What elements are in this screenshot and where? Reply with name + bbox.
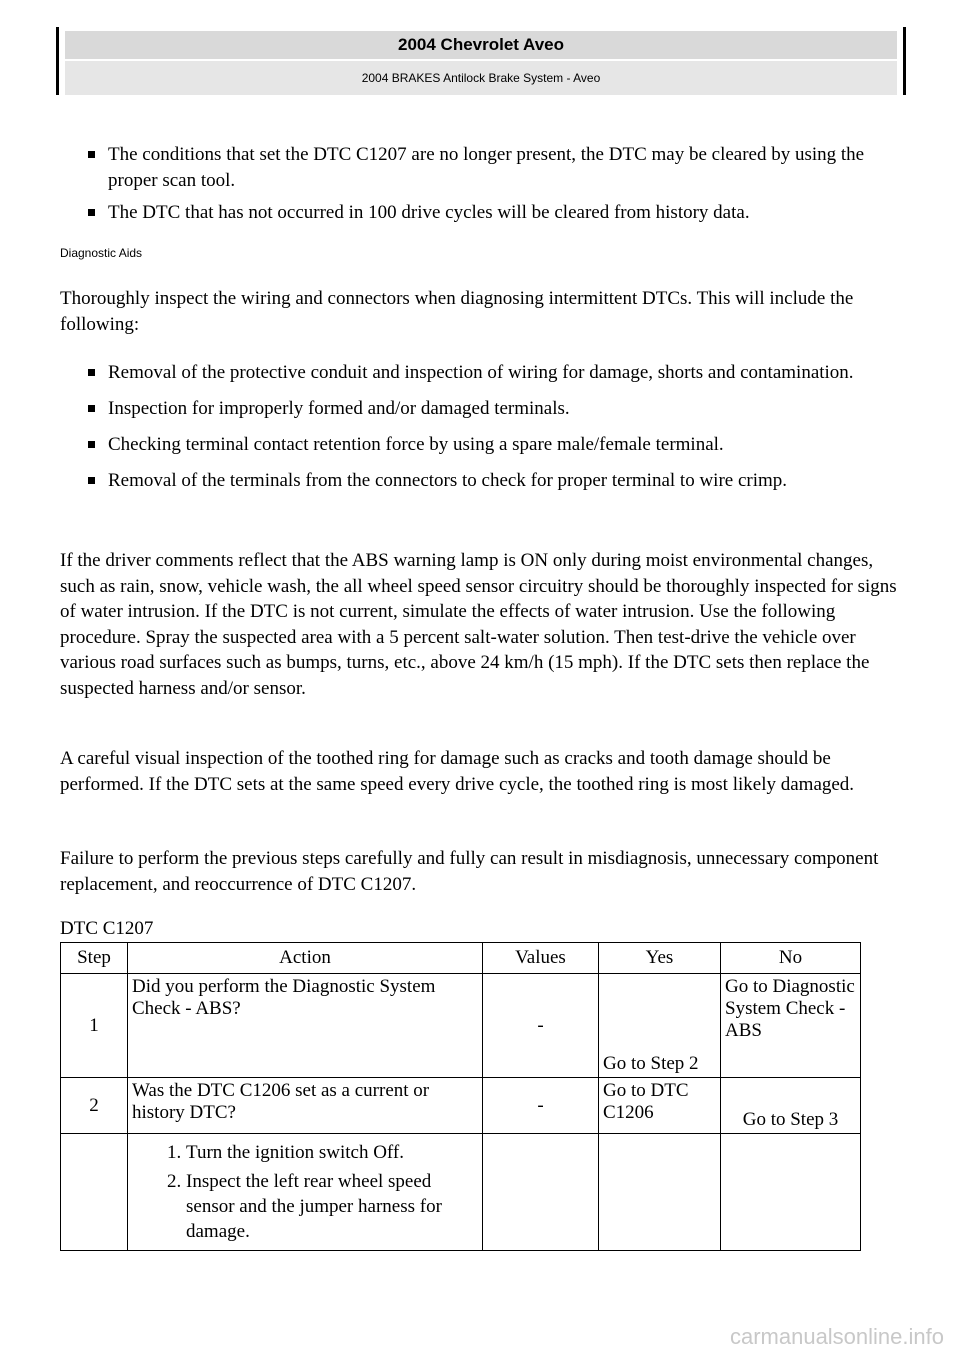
column-header: Step	[61, 943, 128, 974]
list-item: Checking terminal contact retention force by using a spare male/female terminal.	[86, 432, 886, 458]
values-cell: -	[483, 1078, 599, 1134]
action-cell	[128, 1134, 483, 1251]
paragraph: Failure to perform the previous steps carefully and fully can result in misdiagnosis, unnecessary component replacement, and reoccurrence of DTC C1207.	[60, 848, 879, 895]
yes-cell: Go to Step 2	[599, 974, 721, 1078]
paragraph: Thoroughly inspect the wiring and connectors when diagnosing intermittent DTCs. This will include the following:	[60, 288, 854, 335]
column-header: Values	[483, 943, 599, 974]
no-cell	[721, 1134, 861, 1251]
table-header-row	[61, 943, 861, 974]
list-item: The DTC that has not occurred in 100 drive cycles will be cleared from history data.	[86, 200, 886, 226]
column-header: Yes	[599, 943, 721, 974]
yes-cell	[599, 1134, 721, 1251]
step-cell: 2	[61, 1078, 128, 1134]
action-steps-list	[132, 1140, 478, 1244]
paragraph: If the driver comments reflect that the ABS warning lamp is ON only during moist environmental changes, such as rain, snow, vehicle wash, the all wheel speed sensor circuitry should be thoroughly inspected for signs of water intrusion. If the DTC is not current, simulate the effects of water intrusion. Use the following procedure. Spray the suspected area with a 5 percent salt-water solution. Then test-drive the vehicle over various road surfaces such as bumps, turns, etc., above 24 km/h (15 mph). If the DTC sets then replace the suspected harness and/or sensor.	[60, 550, 897, 699]
step-cell	[61, 1134, 128, 1251]
step-cell: 1	[61, 974, 128, 1078]
table-row	[61, 974, 861, 1078]
watermark: carmanualsonline.info	[729, 1324, 944, 1349]
yes-cell: Go to DTC C1206	[599, 1078, 721, 1134]
list-item: Removal of the protective conduit and inspection of wiring for damage, shorts and contamination.	[86, 360, 886, 386]
list-item: The conditions that set the DTC C1207 are no longer present, the DTC may be cleared by using the proper scan tool.	[86, 142, 886, 194]
dtc-table	[60, 942, 861, 1251]
no-cell: Go to Step 3	[721, 1078, 861, 1134]
action-cell: Was the DTC C1206 set as a current or history DTC?	[128, 1078, 483, 1134]
list-item: Removal of the terminals from the connectors to check for proper terminal to wire crimp.	[86, 468, 886, 494]
clear-conditions-list	[86, 142, 886, 232]
values-cell: -	[483, 974, 599, 1078]
paragraph: A careful visual inspection of the toothed ring for damage such as cracks and tooth damage should be performed. If the DTC sets at the same speed every drive cycle, the toothed ring is most likely damaged.	[60, 748, 855, 795]
inspection-list	[86, 360, 886, 504]
list-item: 1. Turn the ignition switch Off.	[186, 1140, 478, 1165]
table-row	[61, 1078, 861, 1134]
list-item: Inspection for improperly formed and/or damaged terminals.	[86, 396, 886, 422]
column-header: Action	[128, 943, 483, 974]
table-title: DTC C1207	[60, 918, 154, 939]
table-row	[61, 1134, 861, 1251]
values-cell	[483, 1134, 599, 1251]
page-header	[56, 27, 906, 95]
no-cell: Go to Diagnostic System Check - ABS	[721, 974, 861, 1078]
document-title: 2004 Chevrolet Aveo	[65, 31, 897, 59]
section-heading-diagnostic-aids: Diagnostic Aids	[60, 246, 143, 260]
document-subtitle: 2004 BRAKES Antilock Brake System - Aveo	[65, 61, 897, 95]
column-header: No	[721, 943, 861, 974]
action-cell: Did you perform the Diagnostic System Check - ABS?	[128, 974, 483, 1078]
list-item: 2. Inspect the left rear wheel speed sensor and the jumper harness for damage.	[186, 1169, 478, 1244]
